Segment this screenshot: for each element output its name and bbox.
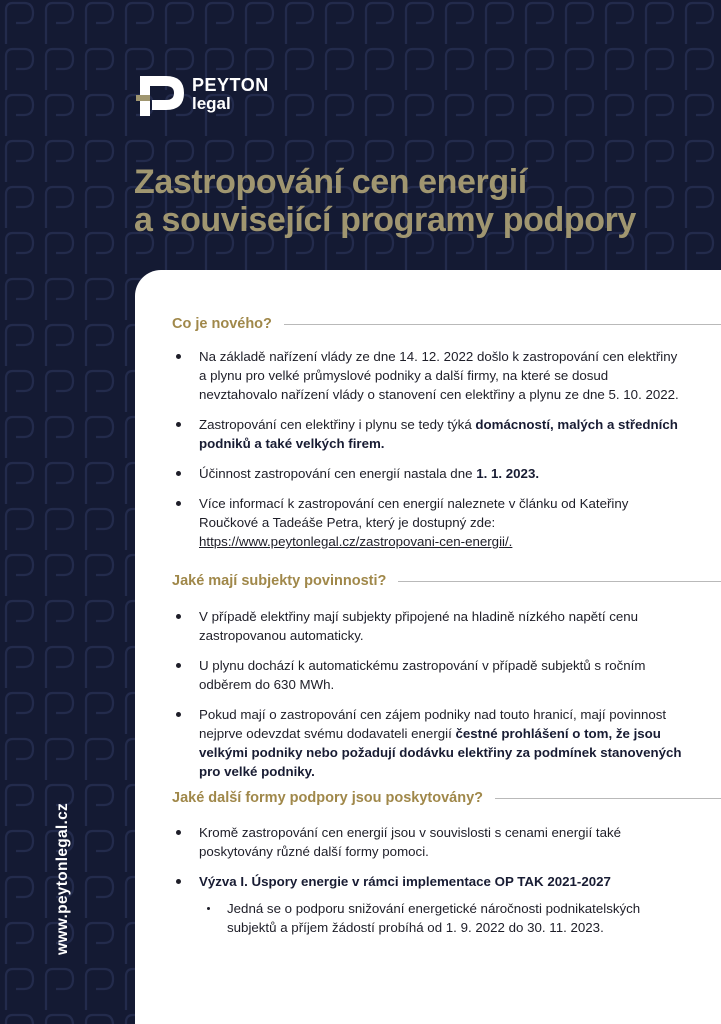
bullet-text: Na základě nařízení vlády ze dne 14. 12. 2022 došlo k zastropování cen elektřiny a plynu pro velké průmyslové podniky a další firmy, na které se dosud nevztahovalo nařízení vlády o stanovení cen elektřiny a plynu ze dne 5. 10. 2022. [199, 349, 679, 402]
list-item [173, 705, 683, 781]
support-bullet-list [173, 823, 683, 948]
list-item [173, 607, 683, 645]
bullet-text: U plynu dochází k automatickému zastropování v případě subjektů s ročním odběrem do 630 MWh. [199, 658, 646, 692]
website-url-vertical: www.peytonlegal.cz [54, 802, 71, 955]
obligations-bullet-list [173, 607, 683, 792]
list-item [173, 464, 683, 483]
section-title-obligations [172, 573, 721, 589]
section-divider [495, 798, 721, 799]
section-title-news [172, 316, 721, 332]
sub-bullet-list [199, 899, 683, 937]
list-item [173, 347, 683, 404]
list-item [173, 872, 683, 937]
title-line-1: Zastropování cen energií [134, 163, 527, 201]
section-title-support [172, 790, 721, 806]
section-divider [284, 324, 721, 325]
list-item [173, 494, 683, 551]
title-line-2: a související programy podpory [134, 201, 636, 239]
bullet-bold-text: 1. 1. 2023. [476, 466, 540, 481]
bullet-text: Pokud mají o zastropování cen zájem podniky nad touto hranicí, mají povinnost nejprve odevzdat svému dodavateli energií [199, 707, 667, 741]
brand-name: PEYTON [192, 75, 269, 95]
brand-subtitle: legal [192, 94, 231, 113]
news-bullet-list [173, 347, 683, 562]
bullet-text: Účinnost zastropování cen energií nastala dne [199, 466, 477, 481]
section-title-text: Co je nového? [172, 316, 272, 332]
sub-list-item: Jedná se o podporu snižování energetické náročnosti podnikatelských subjektů a příjem žádostí probíhá od 1. 9. 2022 do 30. 11. 2023. [199, 899, 683, 937]
company-logo[interactable] [136, 76, 286, 116]
section-divider [398, 581, 721, 582]
bullet-text: Kromě zastropování cen energií jsou v souvislosti s cenami energií také poskytovány různé další formy pomoci. [199, 825, 622, 859]
list-item [173, 656, 683, 694]
peyton-logo-icon [136, 76, 186, 116]
bullet-bold-text: domácností, malých a středních podniků a také velkých firem. [199, 417, 678, 451]
page-title [134, 163, 714, 239]
bullet-text: Zastropování cen elektřiny i plynu se tedy týká [199, 417, 476, 432]
section-title-text: Jaké další formy podpory jsou poskytovány? [172, 790, 484, 806]
bullet-bold-text: čestné prohlášení o tom, že jsou velkými podniky nebo požadují dodávku elektřiny za podmínek stanovených pro velké podniky. [199, 726, 682, 779]
list-item [173, 415, 683, 453]
section-title-text: Jaké mají subjekty povinnosti? [172, 573, 387, 589]
article-link[interactable]: https://www.peytonlegal.cz/zastropovani-cen-energii/. [199, 534, 513, 549]
bullet-bold-text: Výzva I. Úspory energie v rámci implementace OP TAK 2021-2027 [199, 874, 611, 889]
bullet-text: Více informací k zastropování cen energií naleznete v článku od Kateřiny Roučkové a Tadeáše Petra, který je dostupný zde: [199, 496, 629, 530]
list-item [173, 823, 683, 861]
content-card [135, 270, 721, 1024]
bullet-text: V případě elektřiny mají subjekty připojené na hladině nízkého napětí cenu zastropovanou automaticky. [199, 609, 639, 643]
